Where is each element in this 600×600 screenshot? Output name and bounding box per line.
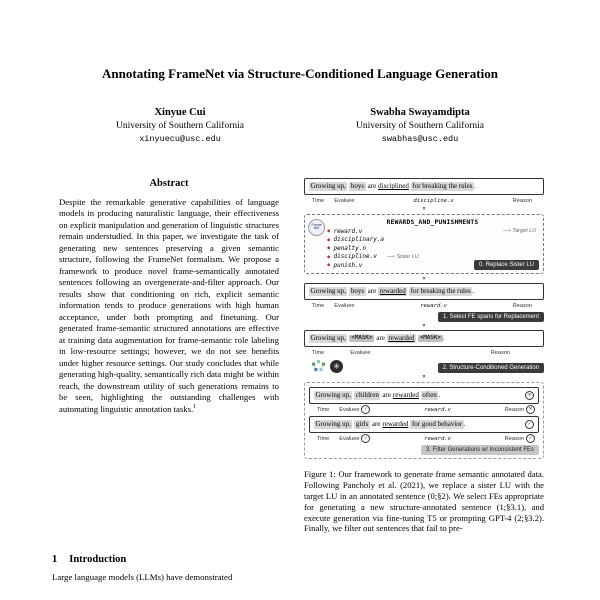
section-heading-introduction (52, 554, 286, 565)
lu-name: discipline.v (333, 253, 377, 261)
period: . (472, 287, 475, 296)
stage-filter-generations (304, 382, 544, 459)
author-2-name: Swabha Swayamdipta (370, 106, 470, 118)
gpt-icon (330, 360, 343, 373)
author-1-name: Xinyue Cui (154, 106, 206, 118)
fe-evaluee-label: Evaluee (334, 197, 355, 204)
reason-span: for breaking the rules (412, 182, 473, 191)
author-block (0, 107, 600, 144)
step-0-badge: 0. Replace Sister LU (474, 260, 539, 270)
lu-label: discipline.v (413, 197, 454, 204)
abstract-text (52, 197, 286, 415)
fe-evaluee-label: Evaluee (350, 349, 371, 356)
fe-time-label: Time (312, 197, 325, 204)
lu-line-disciplinary (327, 236, 538, 243)
evaluee-span: boys (350, 182, 365, 191)
step-2-badge: 2. Structure-Conditioned Generation (438, 363, 544, 373)
fe-reason-label: Reason (490, 349, 510, 356)
period: . (442, 334, 445, 343)
time-span: Growing up, (310, 287, 346, 296)
left-column (52, 178, 286, 582)
plain-word: are (382, 391, 391, 400)
fe-reason-label: Reason (512, 197, 532, 204)
period: . (463, 420, 466, 429)
arrow-down-icon: ▼ (421, 322, 427, 329)
lu-line-reward (327, 228, 538, 235)
mask-token: <MASK> (351, 335, 373, 342)
arrow-down-icon: ▼ (421, 205, 427, 212)
time-span: Growing up, (315, 391, 351, 400)
sentence-box-replaced (304, 283, 544, 300)
lu-bullet-icon: ◆ (327, 236, 331, 242)
time-span: Growing up, (310, 182, 346, 191)
target-lu-word: rewarded (388, 334, 415, 343)
plain-word: are (376, 334, 385, 343)
fe-labels-row (309, 435, 539, 443)
fe-labels-row (304, 197, 544, 205)
frame-name: REWARDS_AND_PUNISHMENTS (386, 218, 479, 226)
fe-check-icon: ✓ (526, 434, 535, 443)
fe-reason-label: Reason (504, 435, 524, 442)
lu-name: reward.v (333, 227, 363, 235)
abstract-heading: Abstract (149, 177, 189, 189)
target-lu-word: rewarded (379, 287, 406, 296)
accepted-icon: ✓ (525, 420, 534, 429)
evaluee-span: children (355, 391, 379, 400)
plain-word: are (367, 287, 377, 296)
plain-word: are (367, 182, 377, 191)
author-1-email: xinyuecu@usc.edu (139, 133, 221, 144)
step-3-badge: 3. Filter Generations w/ Inconsistent FEs (421, 445, 539, 455)
fe-reason-label: Reason (512, 302, 532, 309)
lu-label: reward.v (424, 435, 452, 442)
time-span: Growing up, (315, 420, 351, 429)
fe-time-label: Time (317, 406, 330, 413)
evaluee-span: girls (355, 420, 369, 429)
author-2-affiliation: University of Southern California (356, 120, 484, 131)
fe-labels-row (304, 302, 544, 310)
evaluee-span: boys (350, 287, 365, 296)
lu-bullet-icon: ◆ (327, 228, 331, 234)
author-2 (313, 107, 527, 144)
arrow-down-icon: ▼ (421, 275, 427, 282)
arrow-right-icon: ⟶ (386, 253, 395, 260)
stage-masked-generation (304, 330, 544, 373)
rejected-icon: ✕ (525, 391, 534, 400)
reason-span: for breaking the rules (410, 287, 471, 296)
author-1 (73, 107, 287, 144)
fe-time-label: Time (312, 302, 325, 309)
section-number: 1 (52, 553, 58, 565)
fe-check-icon: ✓ (361, 434, 370, 443)
two-column-body (52, 178, 548, 582)
fe-labels-row (309, 406, 539, 414)
paper-title: Annotating FrameNet via Structure-Conditioned Language Generation (102, 66, 498, 81)
arrow-down-icon: ▼ (421, 373, 427, 380)
step-1-badge: 1. Select FE spans for Replacement (438, 312, 544, 322)
target-lu-word: rewarded (382, 420, 409, 429)
arrow-right-icon: ⟶ (502, 228, 511, 235)
fe-time-label: Time (312, 349, 325, 356)
flow-arrow (304, 322, 544, 330)
model-icons (312, 360, 343, 373)
fe-labels-row (304, 349, 544, 357)
abstract-body: Despite the remarkable generative capabilities of language models in producing naturalistic language, their effectiveness on explicit manipulation and generation of linguistic structures remain understudied. In this paper, we investigate the task of generating new sentences preserving a given semantic structure, following the FrameNet formalism. We propose a framework to produce novel frame-semantically annotated sentences following an overgenerate-and-filter approach. Our results show that conditioning on rich, explicit semantic information tends to produce generations with high human acceptance, under both prompting and finetuning. Our generated frame-semantic structured annotations are effective at training data augmentation for frame-semantic role labeling in low-resource settings; however, we do not see benefits under higher resource settings. Our study concludes that while generating high-quality, semantically rich data might be within reach, the downstream utility of such generations remains to be seen, highlighting the outstanding challenges with automating linguistic annotation tasks. (59, 196, 279, 414)
framenet-logo-icon: Frame Net (308, 219, 325, 236)
footnote-marker: 1 (193, 403, 197, 410)
fe-evaluee-label: Evaluee (334, 302, 355, 309)
sentence-box-rejected (309, 387, 539, 404)
lu-name: punish.v (333, 261, 363, 269)
lu-name: penalty.n (333, 244, 366, 252)
generation-row (304, 360, 544, 373)
frame-definition-box (304, 214, 544, 274)
lu-bullet-icon: ◆ (327, 245, 331, 251)
fe-time-label: Time (317, 435, 330, 442)
introduction-first-line: Large language models (LLMs) have demonstrated (52, 571, 233, 582)
target-lu-label: Target LU (512, 228, 536, 235)
fe-reason-label: Reason (504, 406, 524, 413)
stage-replaced-sentence (304, 283, 544, 322)
target-lu-annotation (503, 228, 536, 234)
author-2-email: swabhas@usc.edu (381, 133, 459, 144)
fe-check-icon: ✓ (361, 405, 370, 414)
t5-icon (312, 360, 325, 373)
figure-1 (304, 178, 544, 459)
flow-arrow (304, 205, 544, 213)
right-column (304, 178, 544, 582)
sister-lu-annotation (387, 254, 419, 260)
sentence-box-original (304, 178, 544, 195)
flow-arrow (304, 373, 544, 381)
fe-evaluee-label: Evaluee (339, 435, 360, 442)
mask-token: <MASK> (419, 335, 441, 342)
lu-label: reward.v (424, 406, 452, 413)
period: . (473, 182, 476, 191)
sentence-box-masked (304, 330, 544, 347)
plain-word: are (371, 420, 381, 429)
flow-arrow (304, 275, 544, 283)
lu-name: disciplinary.a (333, 236, 385, 244)
fe-cross-icon: ✕ (526, 405, 535, 414)
figure-caption: Figure 1: Our framework to generate frame semantic annotated data. Following Pancholy et al. (2021), we replace a sister LU with the target LU in an annotated sentence (0;§2). We select FEs appropriate for generating a new structure-annotated sentence (1;§3.1), and execute generation via fine-tuning T5 or prompting GPT-4 (2;§3.2). Finally, we filter out sentences that fail to pre- (304, 468, 544, 534)
lu-label: reward.v (420, 302, 448, 309)
gpt-glyph: ✳ (333, 361, 340, 371)
section-title: Introduction (69, 553, 127, 565)
period: . (438, 391, 441, 400)
reason-span: often (422, 391, 437, 400)
reason-span: for good behavior (411, 420, 463, 429)
sentence-box-accepted (309, 416, 539, 433)
stage-original-sentence (304, 178, 544, 205)
author-1-affiliation: University of Southern California (116, 120, 244, 131)
target-lu-word: disciplined (378, 182, 409, 191)
lu-line-penalty (327, 245, 538, 252)
time-span: Growing up, (310, 334, 346, 343)
lu-bullet-icon: ◆ (327, 253, 331, 259)
sister-lu-label: Sister LU (396, 253, 419, 260)
fe-evaluee-label: Evaluee (339, 406, 360, 413)
target-lu-word: rewarded (392, 391, 419, 400)
lu-bullet-icon: ◆ (327, 262, 331, 268)
